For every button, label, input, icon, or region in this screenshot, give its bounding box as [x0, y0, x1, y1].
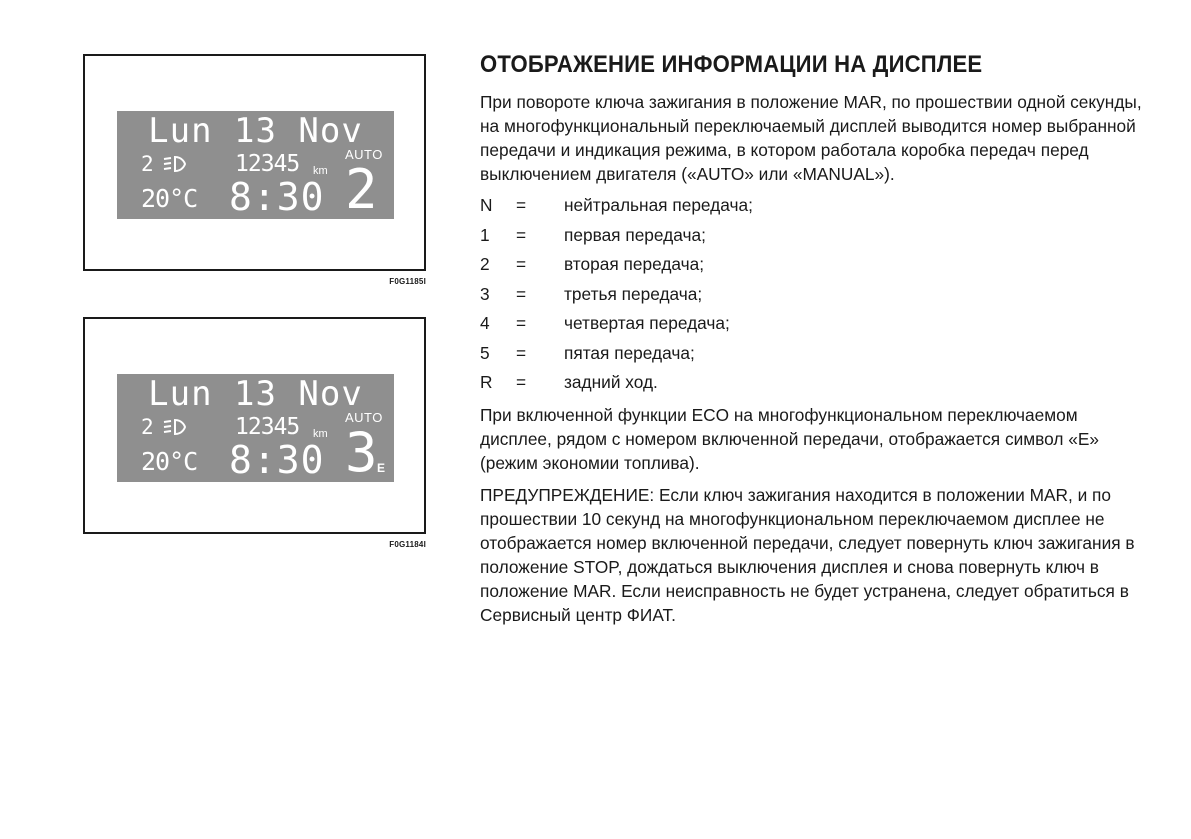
page-title: ОТОБРАЖЕНИЕ ИНФОРМАЦИИ НА ДИСПЛЕЕ [480, 51, 983, 78]
gear-key: R [480, 372, 493, 392]
lcd-headlight-level: 2 [141, 152, 154, 176]
gear-description: вторая передача; [564, 254, 705, 274]
gear-description: пятая передача; [564, 342, 695, 363]
lcd-gear: 2 [345, 158, 378, 221]
lcd-odometer-unit: km [313, 428, 328, 440]
intro-paragraph: При повороте ключа зажигания в положение MAR, по прошествии одной секунды, на многофункциональный переключаемый дисплей выводится номер выбранной передачи и индикация режима, в котором работала коробка передач перед выключением двигателя («AUTO» или «MANUAL»). [480, 92, 1142, 184]
figure-frame [83, 317, 426, 534]
warning-paragraph: ПРЕДУПРЕЖДЕНИЕ: Если ключ зажигания находится в положении MAR, и по прошествии 10 секунд на многофункциональном переключаемом дисплее не отображается номер включенной передачи, следует повернуть ключ зажигания в положение STOP, дождаться выключения дисплея и снова повернуть ключ в положение MAR. Если неисправность не будет устранена, следует обратиться в Сервисный центр ФИАТ. [480, 484, 1135, 625]
gear-key: 5 [480, 342, 490, 363]
lcd-mode: AUTO [345, 147, 383, 162]
gear-key: 3 [480, 283, 490, 304]
lcd-temperature: 20°C [141, 184, 198, 213]
gear-equals: = [516, 283, 527, 304]
gear-equals: = [516, 313, 527, 333]
gear-equals: = [516, 254, 527, 274]
lcd-mode: AUTO [345, 410, 383, 425]
lcd-gear: 3 [345, 421, 378, 484]
gear-equals: = [516, 224, 527, 245]
gear-description: нейтральная передача; [564, 195, 753, 215]
lcd-odometer-unit: km [313, 165, 328, 177]
display-figure-1 [83, 54, 426, 286]
gear-key: 4 [480, 313, 490, 333]
lcd-time: 8:30 [229, 438, 325, 482]
gear-description: первая передача; [564, 224, 706, 245]
headlight-icon [161, 417, 187, 437]
list-item [480, 221, 1150, 251]
gear-description: третья передача; [564, 283, 703, 304]
lcd-eco-indicator: E [377, 461, 386, 475]
lcd-display [117, 374, 394, 482]
list-item [480, 250, 1150, 280]
gear-key: N [480, 195, 493, 215]
gear-list [480, 191, 1150, 398]
list-item [480, 280, 1150, 310]
headlight-icon [161, 154, 187, 174]
gear-key: 2 [480, 254, 490, 274]
figure-code: F0G1185I [389, 277, 426, 286]
eco-paragraph: При включенной функции ECO на многофункциональном переключаемом дисплее, рядом с номером включенной передачи, отображается символ «E» (режим экономии топлива). [480, 404, 1099, 473]
gear-equals: = [516, 372, 527, 392]
gear-key: 1 [480, 224, 490, 245]
list-item [480, 309, 1150, 339]
gear-description: четвертая передача; [564, 313, 730, 333]
figure-code: F0G1184I [389, 540, 426, 549]
display-figure-2 [83, 317, 426, 549]
lcd-odometer: 12345 [235, 414, 300, 440]
lcd-date: Lun 13 Nov [148, 111, 363, 151]
list-item [480, 339, 1150, 369]
gear-description: задний ход. [564, 372, 658, 392]
figure-frame [83, 54, 426, 271]
text-column [480, 50, 1150, 627]
list-item [480, 368, 1150, 398]
gear-equals: = [516, 342, 527, 363]
lcd-headlight-level: 2 [141, 415, 154, 439]
lcd-date: Lun 13 Nov [148, 374, 363, 414]
lcd-odometer: 12345 [235, 151, 300, 177]
lcd-time: 8:30 [229, 175, 325, 219]
lcd-temperature: 20°C [141, 447, 198, 476]
lcd-display [117, 111, 394, 219]
gear-equals: = [516, 195, 527, 215]
list-item [480, 191, 1150, 221]
